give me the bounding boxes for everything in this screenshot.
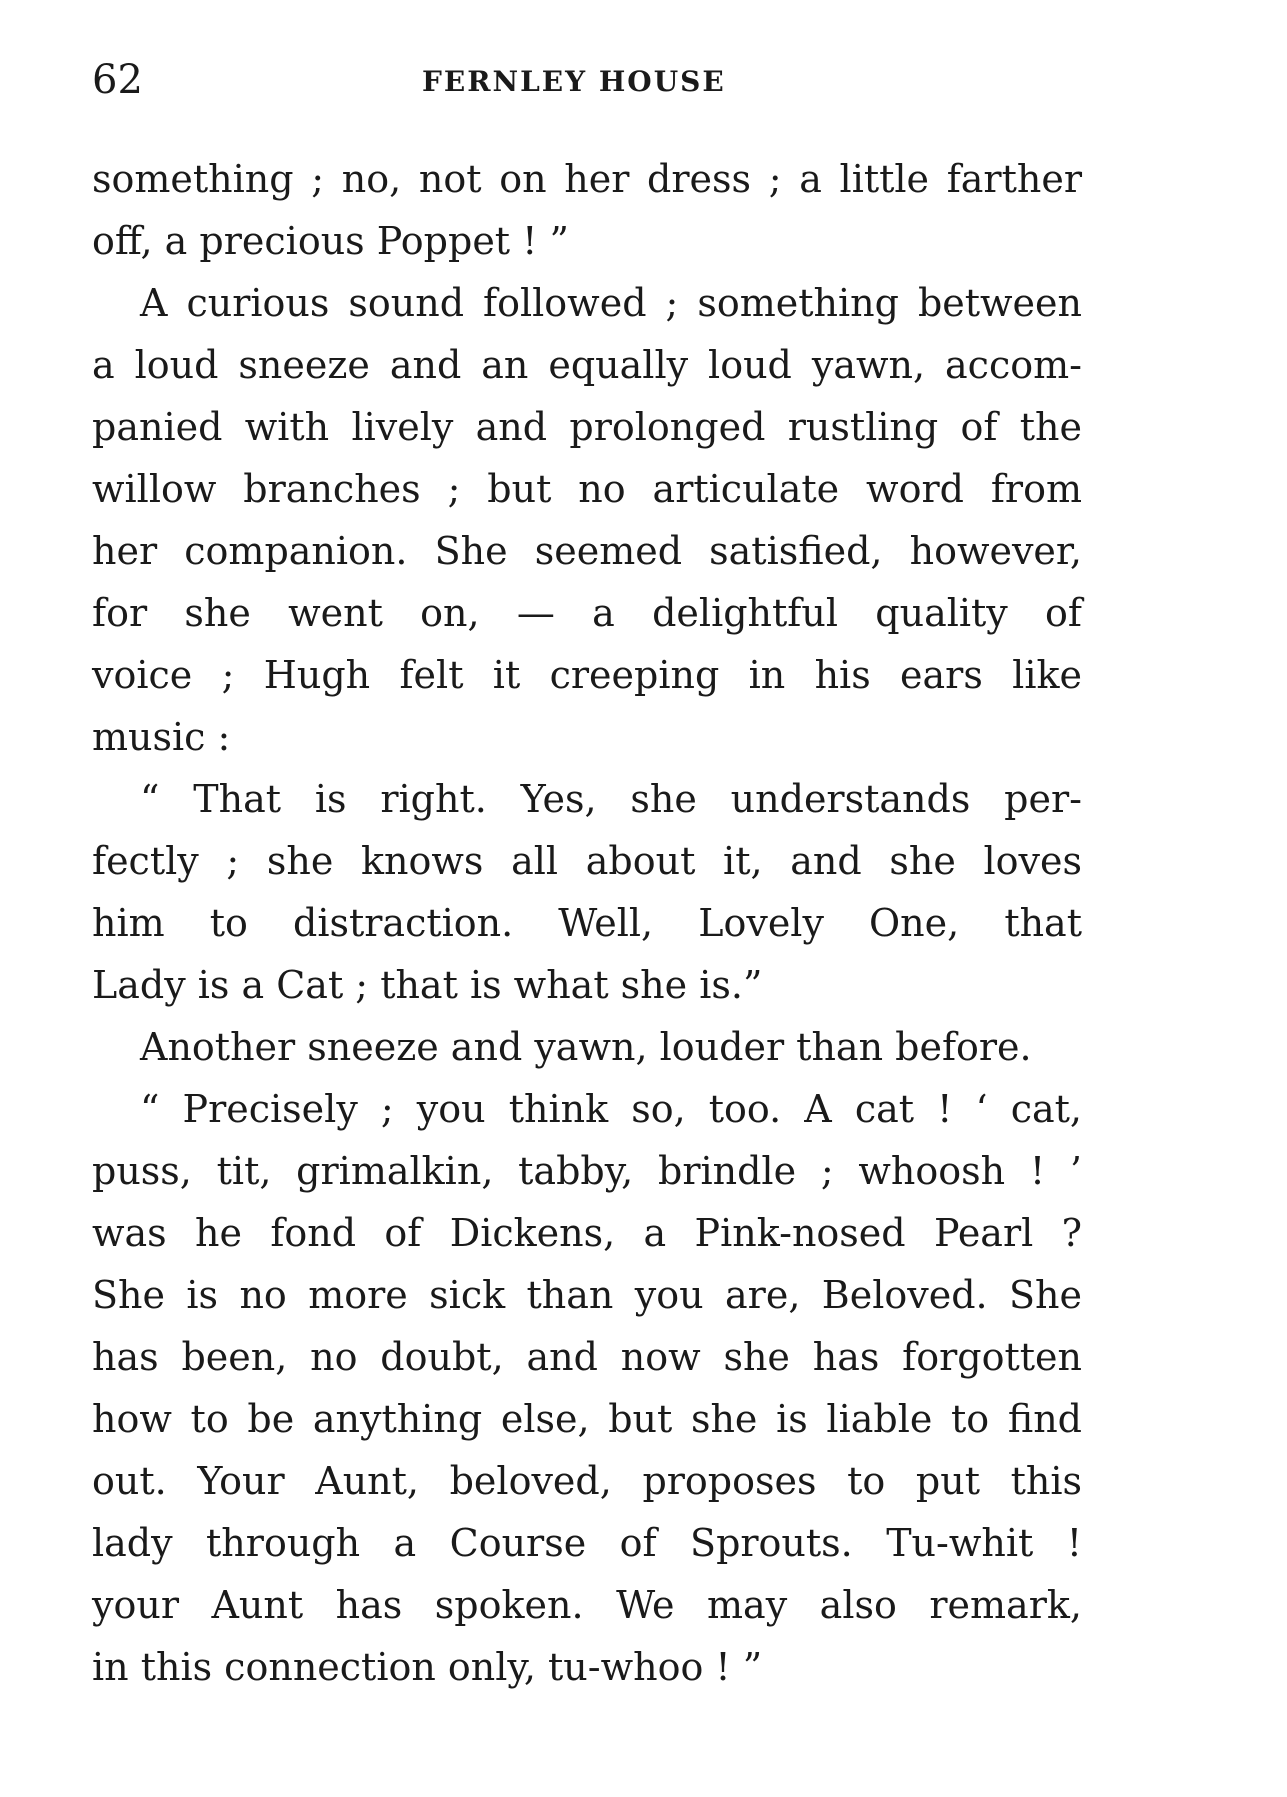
text-line: willow branches ; but no articulate word from — [92, 467, 1082, 511]
text-line: Lady is a Cat ; that is what she is.” — [92, 963, 763, 1007]
body-text — [92, 148, 1082, 1698]
text-line: puss, tit, grimalkin, tabby, brindle ; whoosh ! ’ — [92, 1149, 1082, 1193]
running-title: FERNLEY HOUSE — [422, 65, 726, 98]
text-line: her companion. She seemed satisfied, however, — [92, 529, 1082, 573]
text-line: something ; no, not on her dress ; a little farther — [92, 157, 1082, 201]
text-line: has been, no doubt, and now she has forgotten — [92, 1335, 1082, 1379]
page-number: 62 — [92, 57, 143, 103]
text-line: a loud sneeze and an equally loud yawn, accom- — [92, 343, 1082, 387]
text-line: lady through a Course of Sprouts. Tu-whit ! — [92, 1521, 1082, 1565]
text-line: how to be anything else, but she is liable to find — [92, 1397, 1082, 1441]
text-line: him to distraction. Well, Lovely One, that — [92, 901, 1082, 945]
text-line: A curious sound followed ; something between — [140, 281, 1082, 325]
text-line: out. Your Aunt, beloved, proposes to put this — [92, 1459, 1082, 1503]
text-line: music : — [92, 715, 231, 759]
text-line: panied with lively and prolonged rustling of the — [92, 405, 1082, 449]
running-head — [92, 52, 1082, 112]
text-line: off, a precious Poppet ! ” — [92, 219, 569, 263]
text-line: She is no more sick than you are, Beloved. She — [92, 1273, 1082, 1317]
text-line: for she went on, — a delightful quality of — [92, 591, 1082, 635]
text-line: in this connection only, tu-whoo ! ” — [92, 1645, 763, 1689]
text-line: was he fond of Dickens, a Pink-nosed Pearl ? — [92, 1211, 1082, 1255]
text-line: Another sneeze and yawn, louder than before. — [140, 1025, 1032, 1069]
text-line: “ That is right. Yes, she understands per- — [140, 777, 1082, 821]
text-line: your Aunt has spoken. We may also remark, — [92, 1583, 1082, 1627]
text-line: “ Precisely ; you think so, too. A cat ! ‘ cat, — [140, 1087, 1082, 1131]
text-line: fectly ; she knows all about it, and she loves — [92, 839, 1082, 883]
text-line: voice ; Hugh felt it creeping in his ears like — [92, 653, 1082, 697]
